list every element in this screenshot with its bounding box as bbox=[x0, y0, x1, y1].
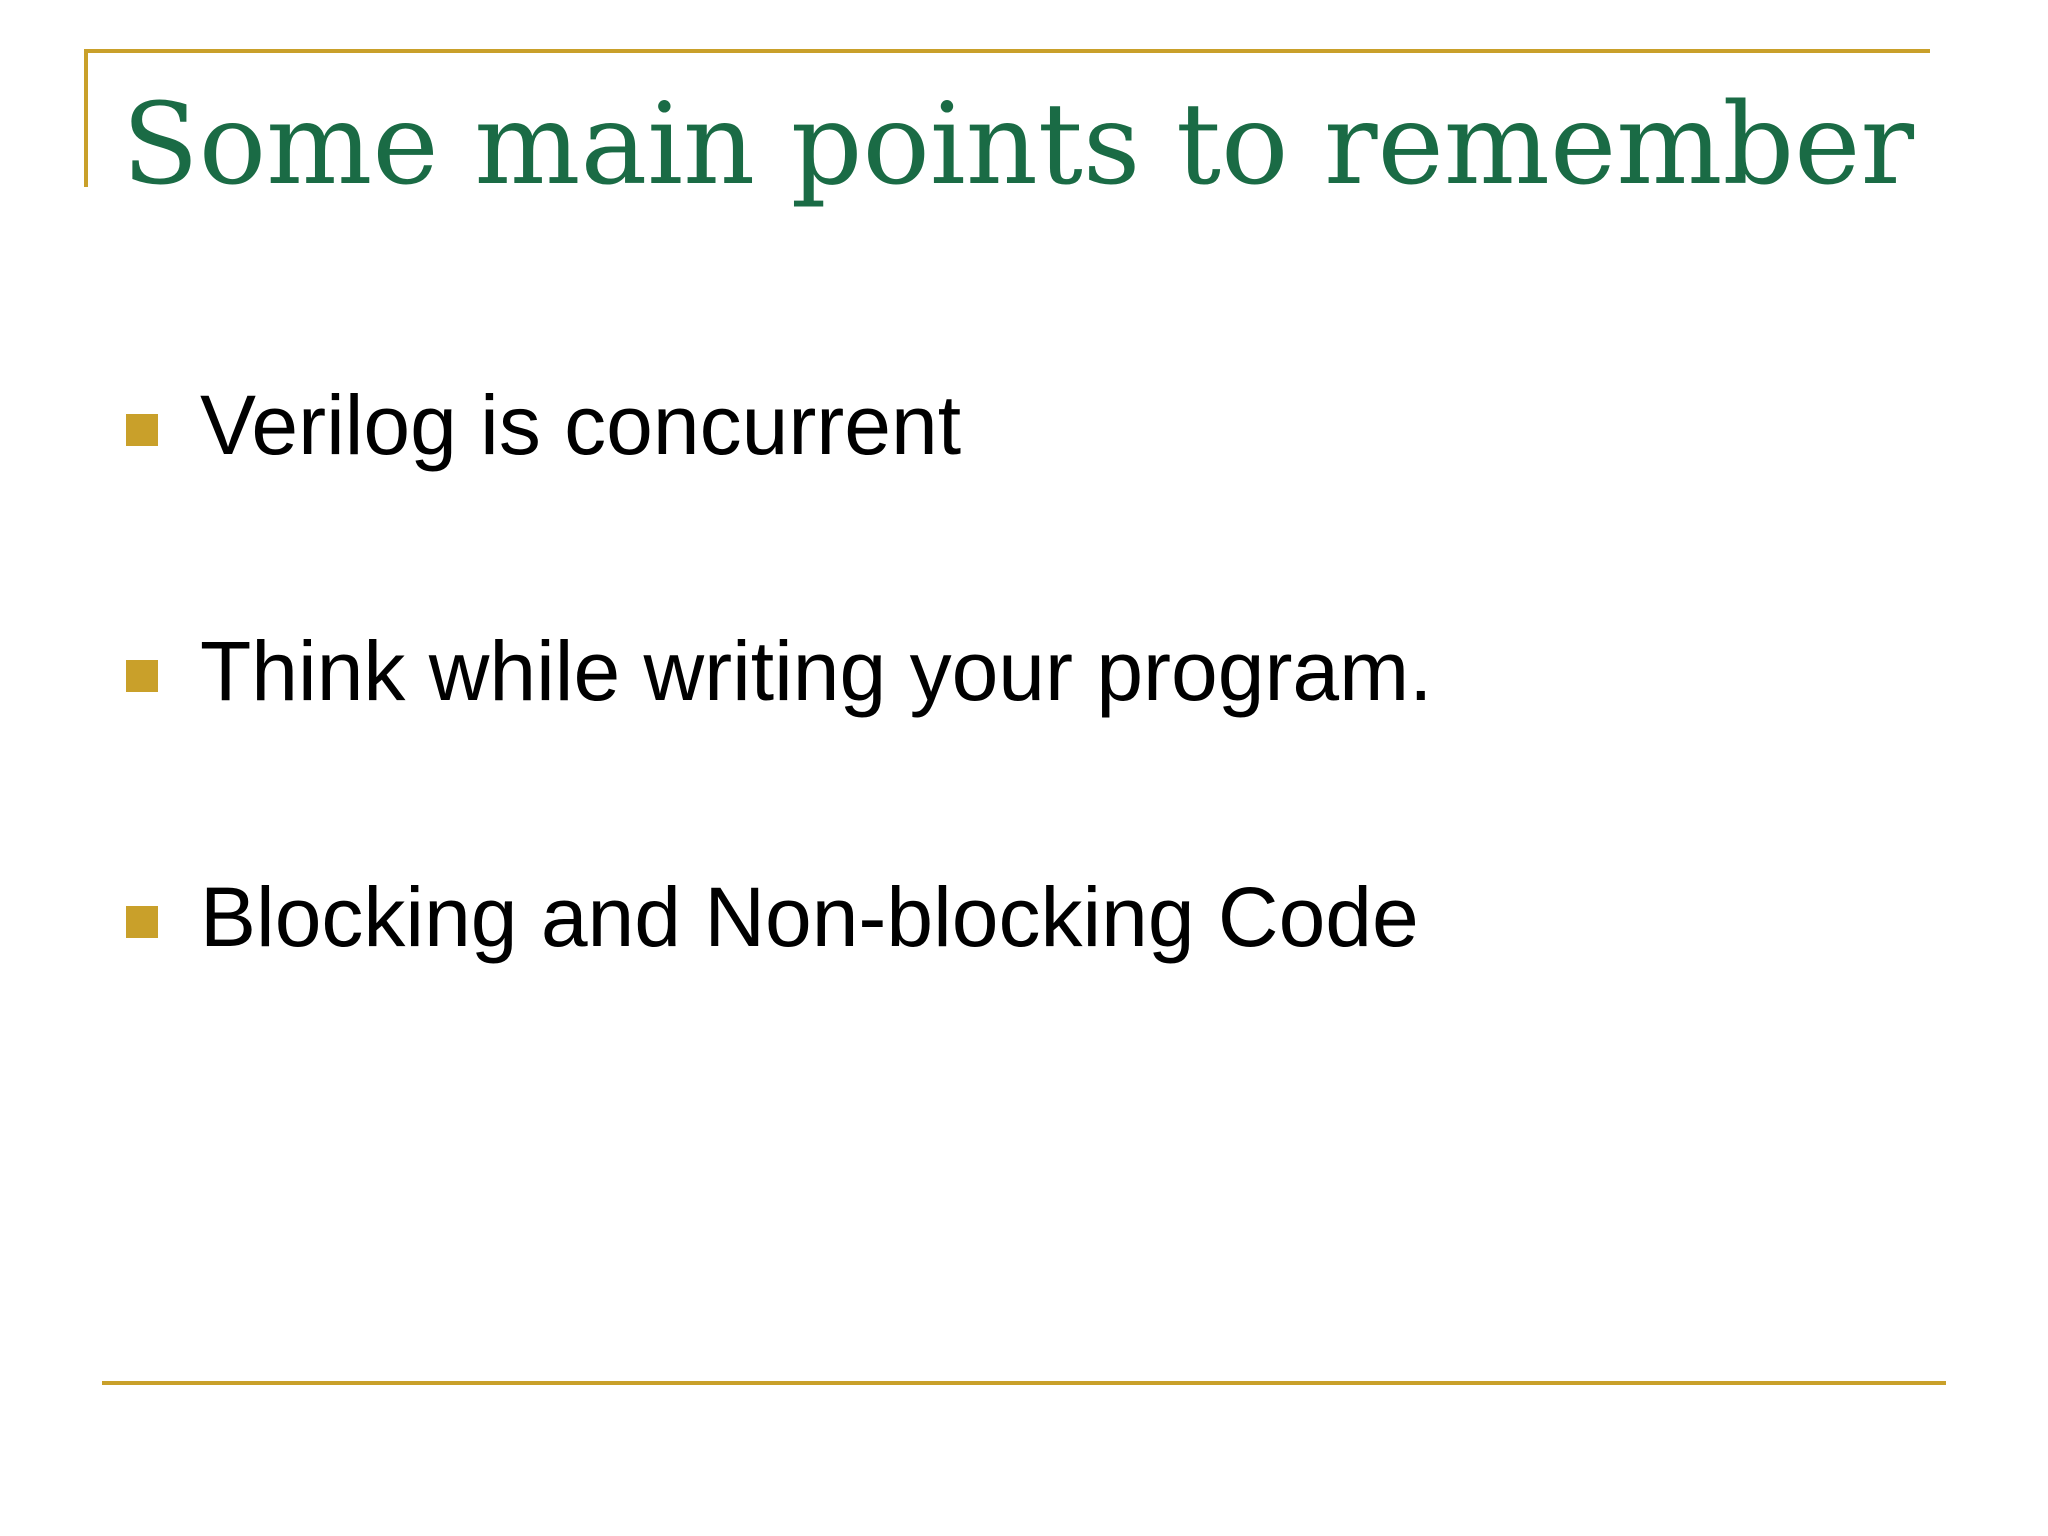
bullet-list bbox=[126, 370, 1432, 1108]
bullet-item bbox=[126, 862, 1432, 972]
title-frame-left-rule bbox=[84, 49, 88, 187]
square-bullet-icon bbox=[126, 660, 158, 692]
bullet-item bbox=[126, 370, 1432, 480]
title-frame-top-rule bbox=[84, 49, 1930, 53]
square-bullet-icon bbox=[126, 414, 158, 446]
bullet-text: Think while writing your program. bbox=[200, 623, 1433, 718]
bullet-item bbox=[126, 616, 1432, 726]
footer-rule bbox=[102, 1381, 1946, 1385]
square-bullet-icon bbox=[126, 906, 158, 938]
bullet-text: Verilog is concurrent bbox=[200, 377, 962, 472]
slide-title: Some main points to remember bbox=[122, 80, 1914, 210]
bullet-text: Blocking and Non-blocking Code bbox=[200, 869, 1419, 964]
